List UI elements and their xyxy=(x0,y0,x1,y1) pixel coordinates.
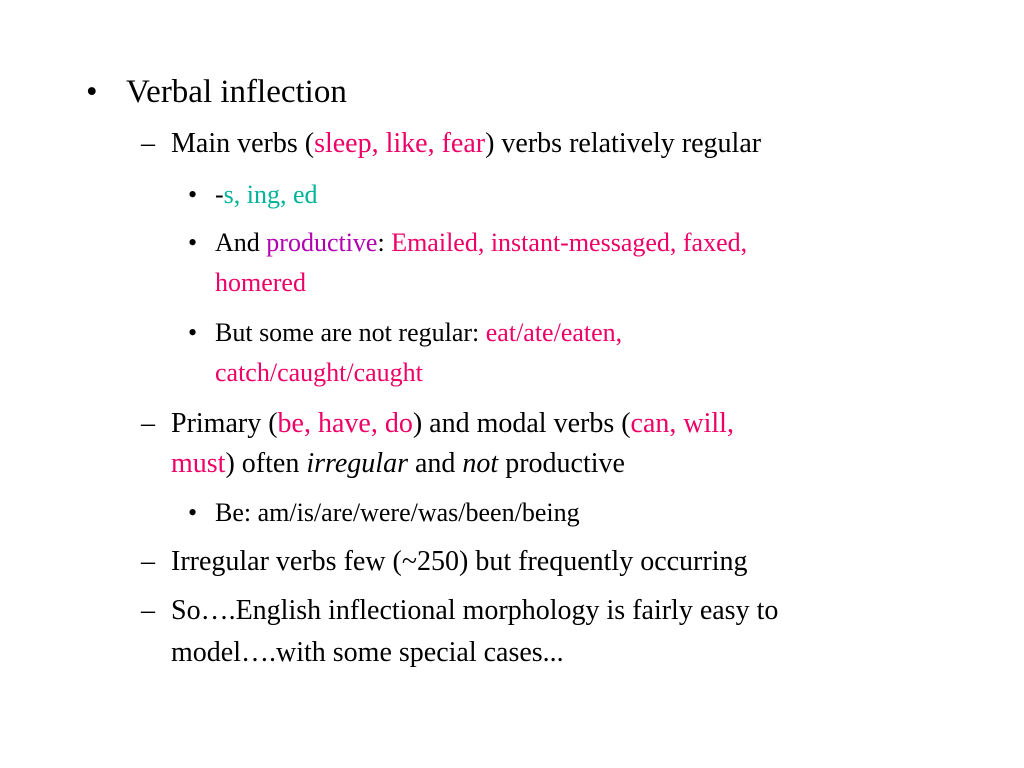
productive-word: productive xyxy=(266,228,378,257)
primary-line xyxy=(171,410,734,438)
be-forms-line xyxy=(215,500,580,526)
irregular-verbs-text: Irregular verbs few (~250) but frequently occurring xyxy=(171,546,748,577)
productive-pre: And xyxy=(215,228,267,257)
so-line-2 xyxy=(171,639,564,667)
be-forms-text: Be: am/is/are/were/was/been/being xyxy=(215,498,580,527)
suffixes-line xyxy=(215,182,318,208)
productive-examples-2: homered xyxy=(215,268,306,297)
irregular-verbs-line xyxy=(171,548,747,576)
level2-dash: – xyxy=(141,546,155,577)
productive-line xyxy=(215,230,747,256)
main-verbs-examples: sleep, like, fear xyxy=(314,128,486,159)
productive-examples-1: Emailed, instant-messaged, faxed, xyxy=(391,228,748,257)
modal-examples-2: must xyxy=(171,448,226,479)
suffixes-list: s, ing, ed xyxy=(223,180,318,209)
and-text: and xyxy=(407,448,463,479)
so-line xyxy=(171,597,778,625)
not-regular-line xyxy=(215,320,622,346)
irregular-word: irregular xyxy=(306,448,408,479)
not-regular-line-2 xyxy=(215,360,423,386)
not-word: not xyxy=(462,448,499,479)
level2-dash: – xyxy=(141,408,155,439)
level3-bullet: • xyxy=(188,498,198,527)
primary-examples: be, have, do xyxy=(277,408,413,439)
primary-mid: ) and modal verbs ( xyxy=(412,408,631,439)
main-verbs-post: ) verbs relatively regular xyxy=(485,128,762,159)
level3-bullet: • xyxy=(188,180,198,209)
productive-text: productive xyxy=(498,448,625,479)
suffixes-dash: - xyxy=(215,180,224,209)
so-text-1: So….English inflectional morphology is fairly easy to xyxy=(171,595,779,626)
heading-text: Verbal inflection xyxy=(126,74,347,110)
level1-bullet: • xyxy=(86,74,98,110)
level3-bullet: • xyxy=(188,228,198,257)
primary-line-2 xyxy=(171,450,625,478)
not-regular-examples-2: catch/caught/caught xyxy=(215,358,423,387)
not-regular-examples-1: eat/ate/eaten, xyxy=(485,318,623,347)
modal-examples-1: can, will, xyxy=(630,408,734,439)
not-regular-pre: But some are not regular: xyxy=(215,318,486,347)
so-text-2: model….with some special cases... xyxy=(171,637,564,668)
productive-line-2 xyxy=(215,270,306,296)
primary-pre: Primary ( xyxy=(171,408,278,439)
productive-colon: : xyxy=(377,228,392,257)
level2-dash: – xyxy=(141,595,155,626)
slide-heading xyxy=(126,76,347,109)
level3-bullet: • xyxy=(188,318,198,347)
level2-dash: – xyxy=(141,128,155,159)
main-verbs-line xyxy=(171,130,761,158)
main-verbs-pre: Main verbs ( xyxy=(171,128,315,159)
after-modal: ) often xyxy=(225,448,307,479)
